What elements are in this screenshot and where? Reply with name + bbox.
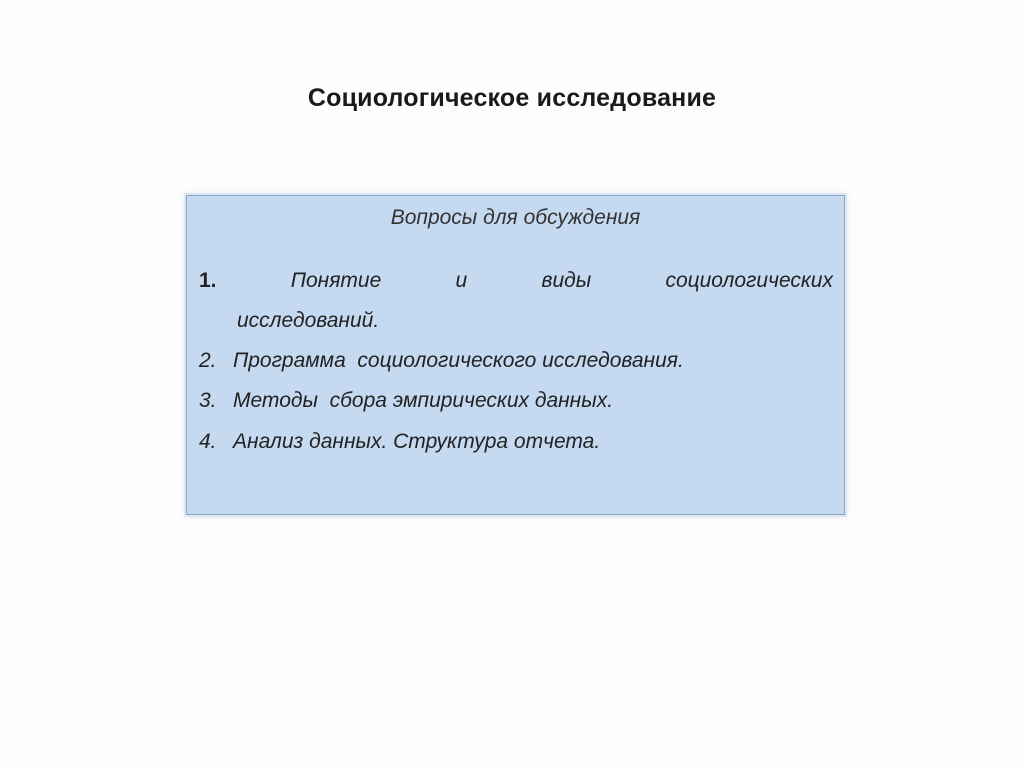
slide-title: Социологическое исследование xyxy=(307,84,717,112)
question-item-2 xyxy=(199,349,684,373)
question-text: Анализ данных. Структура отчета. xyxy=(233,430,601,453)
question-text: Программа социологического исследования. xyxy=(233,349,684,372)
question-word: и xyxy=(455,269,468,292)
question-word: социологических xyxy=(665,269,833,292)
question-number: 1. xyxy=(199,269,217,292)
question-number: 2. xyxy=(199,349,217,372)
question-word: Понятие xyxy=(290,269,382,292)
question-number: 4. xyxy=(199,430,217,453)
discussion-questions-box xyxy=(186,195,845,515)
box-header: Вопросы для обсуждения xyxy=(390,206,641,229)
question-item-1 xyxy=(199,269,833,293)
question-number: 3. xyxy=(199,389,217,412)
question-text: Методы сбора эмпирических данных. xyxy=(233,389,614,412)
question-word: виды xyxy=(541,269,592,292)
question-item-1-continuation: исследований. xyxy=(237,309,380,332)
question-item-3 xyxy=(199,389,613,413)
question-item-4 xyxy=(199,430,600,454)
